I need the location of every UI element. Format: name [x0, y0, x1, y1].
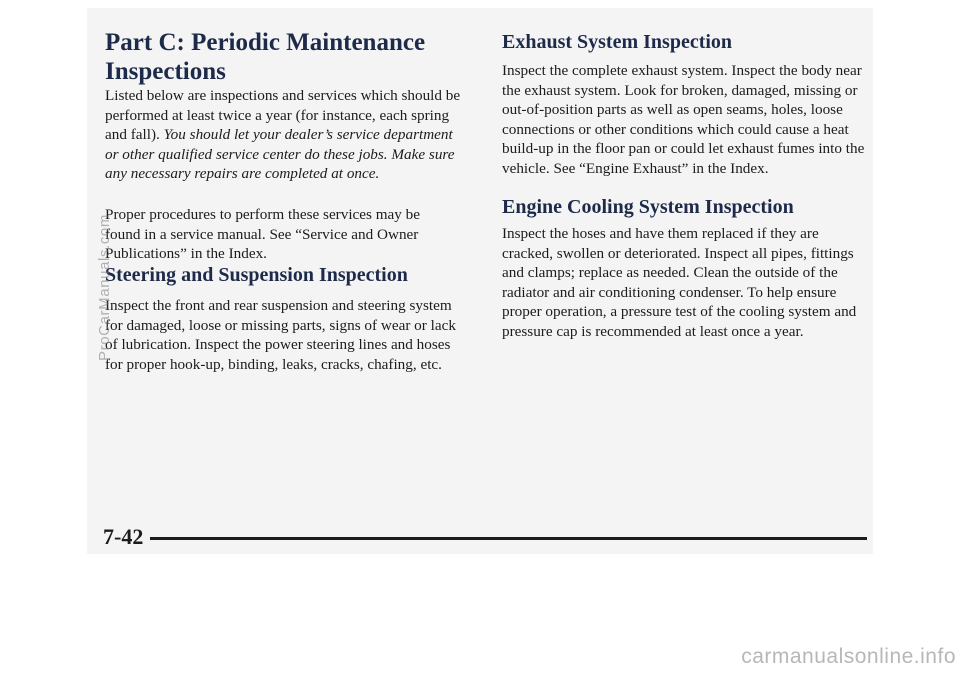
steering-heading: Steering and Suspension Inspection [105, 264, 408, 286]
page-number: 7-42 [103, 524, 144, 549]
steering-paragraph: Inspect the front and rear suspension and steering system for damaged, loose or missing parts, signs of wear or lack of lubrication. Inspect the power steering lines and hoses for proper hook-up, binding, leaks, cracks, chafing, etc. [105, 297, 456, 373]
site-watermark: carmanualsonline.info [741, 645, 956, 668]
intro-text: Listed below are inspections and services which should be performed at least twice a year (for instance, each spring and fall). [105, 87, 461, 143]
intro-paragraph [105, 86, 467, 184]
exhaust-paragraph: Inspect the complete exhaust system. Inspect the body near the exhaust system. Look for broken, damaged, missing or out-of-position parts as well as open seams, holes, loose connections or other conditions which could cause a heat build-up in the floor pan or could let exhaust fumes into the vehicle. See “Engine Exhaust” in the Index. [502, 62, 865, 177]
manual-page [87, 8, 873, 554]
footer-rule [150, 537, 867, 540]
cooling-paragraph: Inspect the hoses and have them replaced if they are cracked, swollen or deteriorated. Inspect all pipes, fittings and clamps; replace as needed. Clean the outside of the radiator and air conditioning condenser. To help ensure proper operation, a pressure test of the cooling system and pressure cap is recommended at least once a year. [502, 225, 857, 340]
procedures-paragraph: Proper procedures to perform these services may be found in a service manual. See “Service and Owner Publications” in the Index. [105, 206, 421, 262]
section-title: Part C: Periodic Maintenance Inspections [105, 29, 426, 85]
intro-italic-text: You should let your dealer’s service department or other qualified service center do these jobs. Make sure any necessary repairs are completed at once. [105, 126, 455, 182]
vertical-watermark [86, 112, 122, 462]
vertical-watermark-text: ProCarManuals.com [95, 213, 113, 361]
cooling-heading: Engine Cooling System Inspection [502, 196, 794, 218]
exhaust-heading: Exhaust System Inspection [502, 31, 733, 53]
